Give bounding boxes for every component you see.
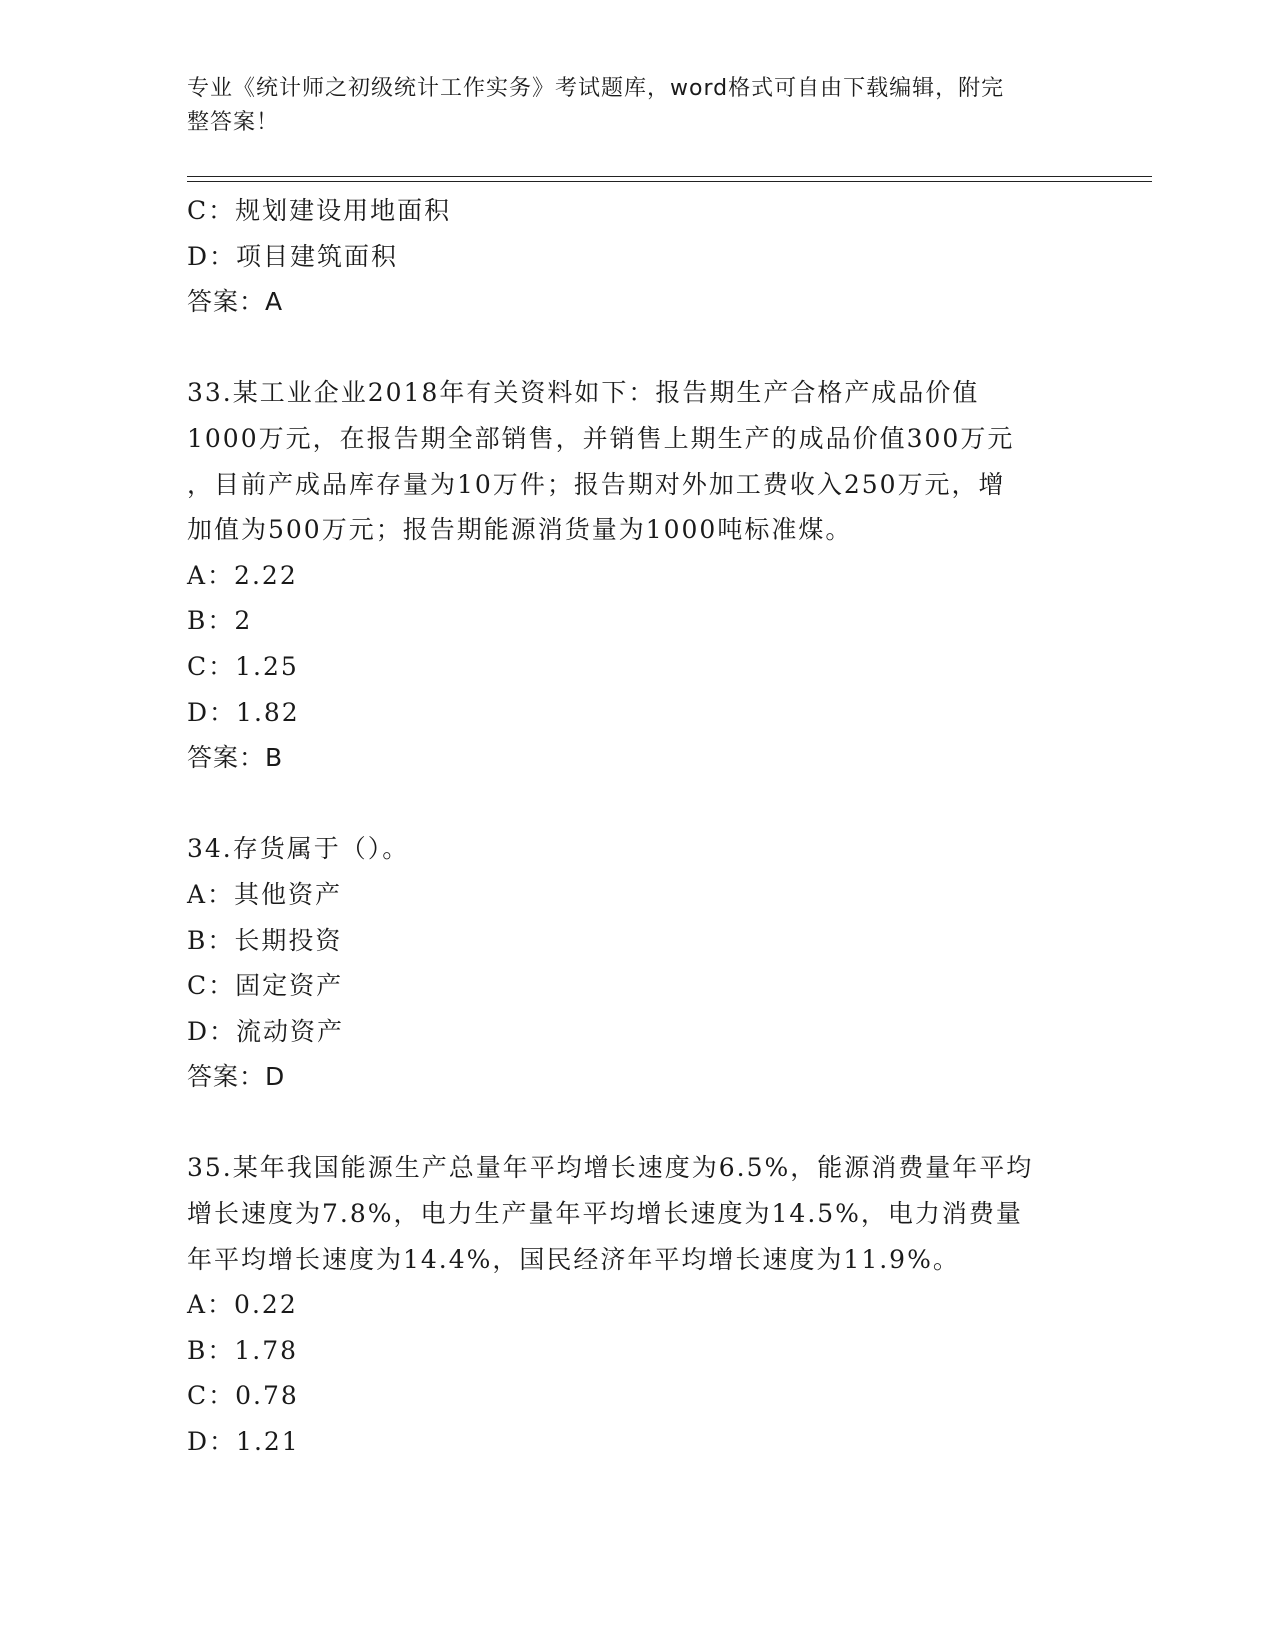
option-b: B：1.78	[187, 1335, 299, 1365]
header-line-2: 整答案！	[187, 110, 280, 135]
option-a: A：0.22	[187, 1290, 298, 1320]
option-d: D：流动资产	[187, 1016, 345, 1046]
option-b: B：长期投资	[187, 925, 343, 955]
document-header	[187, 72, 1087, 140]
answer-line: 答案：D	[187, 1062, 286, 1092]
option-d: D：项目建筑面积	[187, 241, 399, 271]
question-33	[187, 370, 1087, 780]
answer-line: 答案：A	[187, 287, 284, 317]
answer-line: 答案：B	[187, 743, 284, 773]
question-stem-line: ，目前产成品库存量为10万件；报告期对外加工费收入250万元，增	[187, 469, 1006, 499]
header-divider-bottom	[187, 181, 1152, 182]
question-stem-line: 年平均增长速度为14.4%，国民经济年平均增长速度为11.9%。	[187, 1244, 960, 1274]
question-34	[187, 826, 1087, 1100]
question-stem-line: 加值为500万元；报告期能源消货量为1000吨标准煤。	[187, 515, 853, 545]
question-32-tail	[187, 188, 1087, 325]
option-a: A：其他资产	[187, 879, 343, 909]
question-stem-line: 1000万元，在报告期全部销售，并销售上期生产的成品价值300万元	[187, 423, 1015, 453]
option-c: C：固定资产	[187, 971, 344, 1001]
header-divider-top	[187, 176, 1152, 177]
option-b: B：2	[187, 606, 253, 636]
option-c: C：0.78	[187, 1381, 299, 1411]
option-c: C：1.25	[187, 651, 299, 681]
option-c: C：规划建设用地面积	[187, 196, 452, 225]
question-35	[187, 1145, 1087, 1464]
header-line-1: 专业《统计师之初级统计工作实务》考试题库，word格式可自由下载编辑，附完	[187, 76, 1005, 101]
question-stem-line: 35.某年我国能源生产总量年平均增长速度为6.5%，能源消费量年平均	[187, 1153, 1034, 1183]
question-stem-line: 增长速度为7.8%，电力生产量年平均增长速度为14.5%，电力消费量	[187, 1199, 1023, 1229]
option-d: D：1.82	[187, 697, 300, 727]
question-content	[187, 188, 1087, 1465]
option-a: A：2.22	[187, 560, 298, 590]
question-stem-line: 33.某工业企业2018年有关资料如下：报告期生产合格产成品价值	[187, 378, 980, 408]
option-d: D：1.21	[187, 1427, 300, 1457]
question-stem-line: 34.存货属于（）。	[187, 834, 410, 864]
